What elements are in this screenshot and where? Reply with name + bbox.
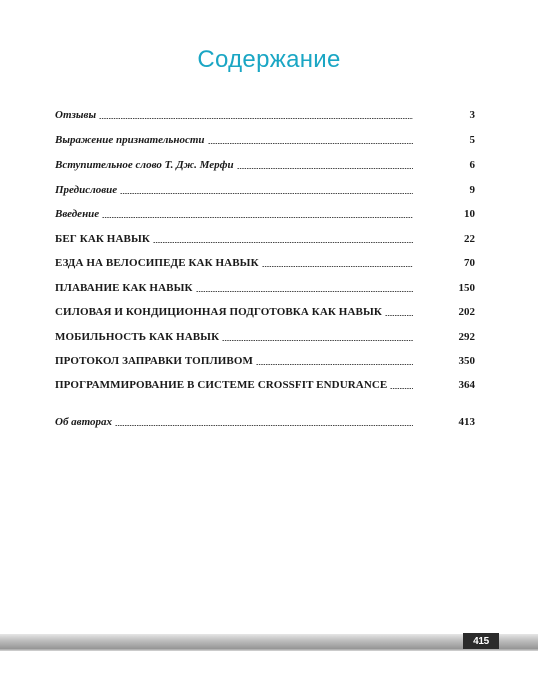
page-number: 415 bbox=[473, 635, 489, 647]
toc-entry[interactable] bbox=[55, 251, 475, 269]
toc-leader-dots bbox=[99, 118, 413, 119]
toc-entry-title: Вступительное слово Т. Дж. Мерфи bbox=[55, 159, 234, 171]
footer-bar bbox=[0, 634, 538, 648]
toc-entry[interactable] bbox=[55, 103, 475, 121]
toc-entry-page: 9 bbox=[469, 184, 475, 196]
page-title: Содержание bbox=[197, 46, 341, 73]
toc-entry[interactable] bbox=[55, 227, 475, 245]
toc-entry-page: 5 bbox=[469, 134, 475, 146]
toc-entry-title: Предисловие bbox=[55, 184, 118, 196]
toc-entry[interactable] bbox=[55, 410, 475, 428]
toc-entry-page: 150 bbox=[458, 282, 475, 294]
toc-entry-title: ЕЗДА НА ВЕЛОСИПЕДЕ КАК НАВЫК bbox=[55, 257, 259, 269]
toc-entry[interactable] bbox=[55, 153, 475, 171]
toc-leader-dots bbox=[390, 388, 413, 389]
toc-leader-dots bbox=[120, 193, 413, 194]
footer-edge bbox=[0, 648, 538, 651]
toc-entry-page: 413 bbox=[458, 416, 475, 428]
page-number-box bbox=[463, 633, 499, 649]
toc-entry[interactable] bbox=[55, 276, 475, 294]
toc-entry[interactable] bbox=[55, 300, 475, 318]
toc-entry-title: ПЛАВАНИЕ КАК НАВЫК bbox=[55, 282, 193, 294]
toc-leader-dots bbox=[102, 217, 413, 218]
toc-entry[interactable] bbox=[55, 325, 475, 343]
toc-entry-page: 202 bbox=[458, 306, 475, 318]
toc-entry[interactable] bbox=[55, 349, 475, 367]
toc-entry-title: Отзывы bbox=[55, 109, 97, 121]
toc-leader-dots bbox=[237, 168, 413, 169]
toc-entry[interactable] bbox=[55, 178, 475, 196]
toc-entry-page: 22 bbox=[464, 233, 475, 245]
toc-entry-page: 10 bbox=[464, 208, 475, 220]
toc-entry-title: Выражение признательности bbox=[55, 134, 205, 146]
toc-entry[interactable] bbox=[55, 202, 475, 220]
toc-entry-title: МОБИЛЬНОСТЬ КАК НАВЫК bbox=[55, 331, 220, 343]
toc-entry-title: Введение bbox=[55, 208, 100, 220]
toc-entry-page: 350 bbox=[458, 355, 475, 367]
toc-entry-page: 364 bbox=[458, 379, 475, 391]
toc-entry-page: 6 bbox=[469, 159, 475, 171]
toc-entry[interactable] bbox=[55, 128, 475, 146]
toc-entry-page: 292 bbox=[458, 331, 475, 343]
toc-entry-title: БЕГ КАК НАВЫК bbox=[55, 233, 150, 245]
toc-leader-dots bbox=[115, 425, 413, 426]
toc-entry-title: СИЛОВАЯ И КОНДИЦИОННАЯ ПОДГОТОВКА КАК НАВЫК bbox=[55, 306, 382, 318]
toc-entry-page: 70 bbox=[464, 257, 475, 269]
toc-leader-dots bbox=[262, 266, 413, 267]
toc-leader-dots bbox=[256, 364, 413, 365]
toc-leader-dots bbox=[196, 291, 413, 292]
toc-entry-title: Об авторах bbox=[55, 416, 113, 428]
toc-leader-dots bbox=[153, 242, 413, 243]
toc-entry[interactable] bbox=[55, 373, 475, 391]
toc-leader-dots bbox=[208, 143, 413, 144]
toc-leader-dots bbox=[385, 315, 413, 316]
toc-entry-page: 3 bbox=[469, 109, 475, 121]
toc-entry-title: ПРОТОКОЛ ЗАПРАВКИ ТОПЛИВОМ bbox=[55, 355, 254, 367]
toc-leader-dots bbox=[222, 340, 413, 341]
toc-entry-title: ПРОГРАММИРОВАНИЕ В СИСТЕМЕ CROSSFIT ENDURANCE bbox=[55, 379, 388, 391]
